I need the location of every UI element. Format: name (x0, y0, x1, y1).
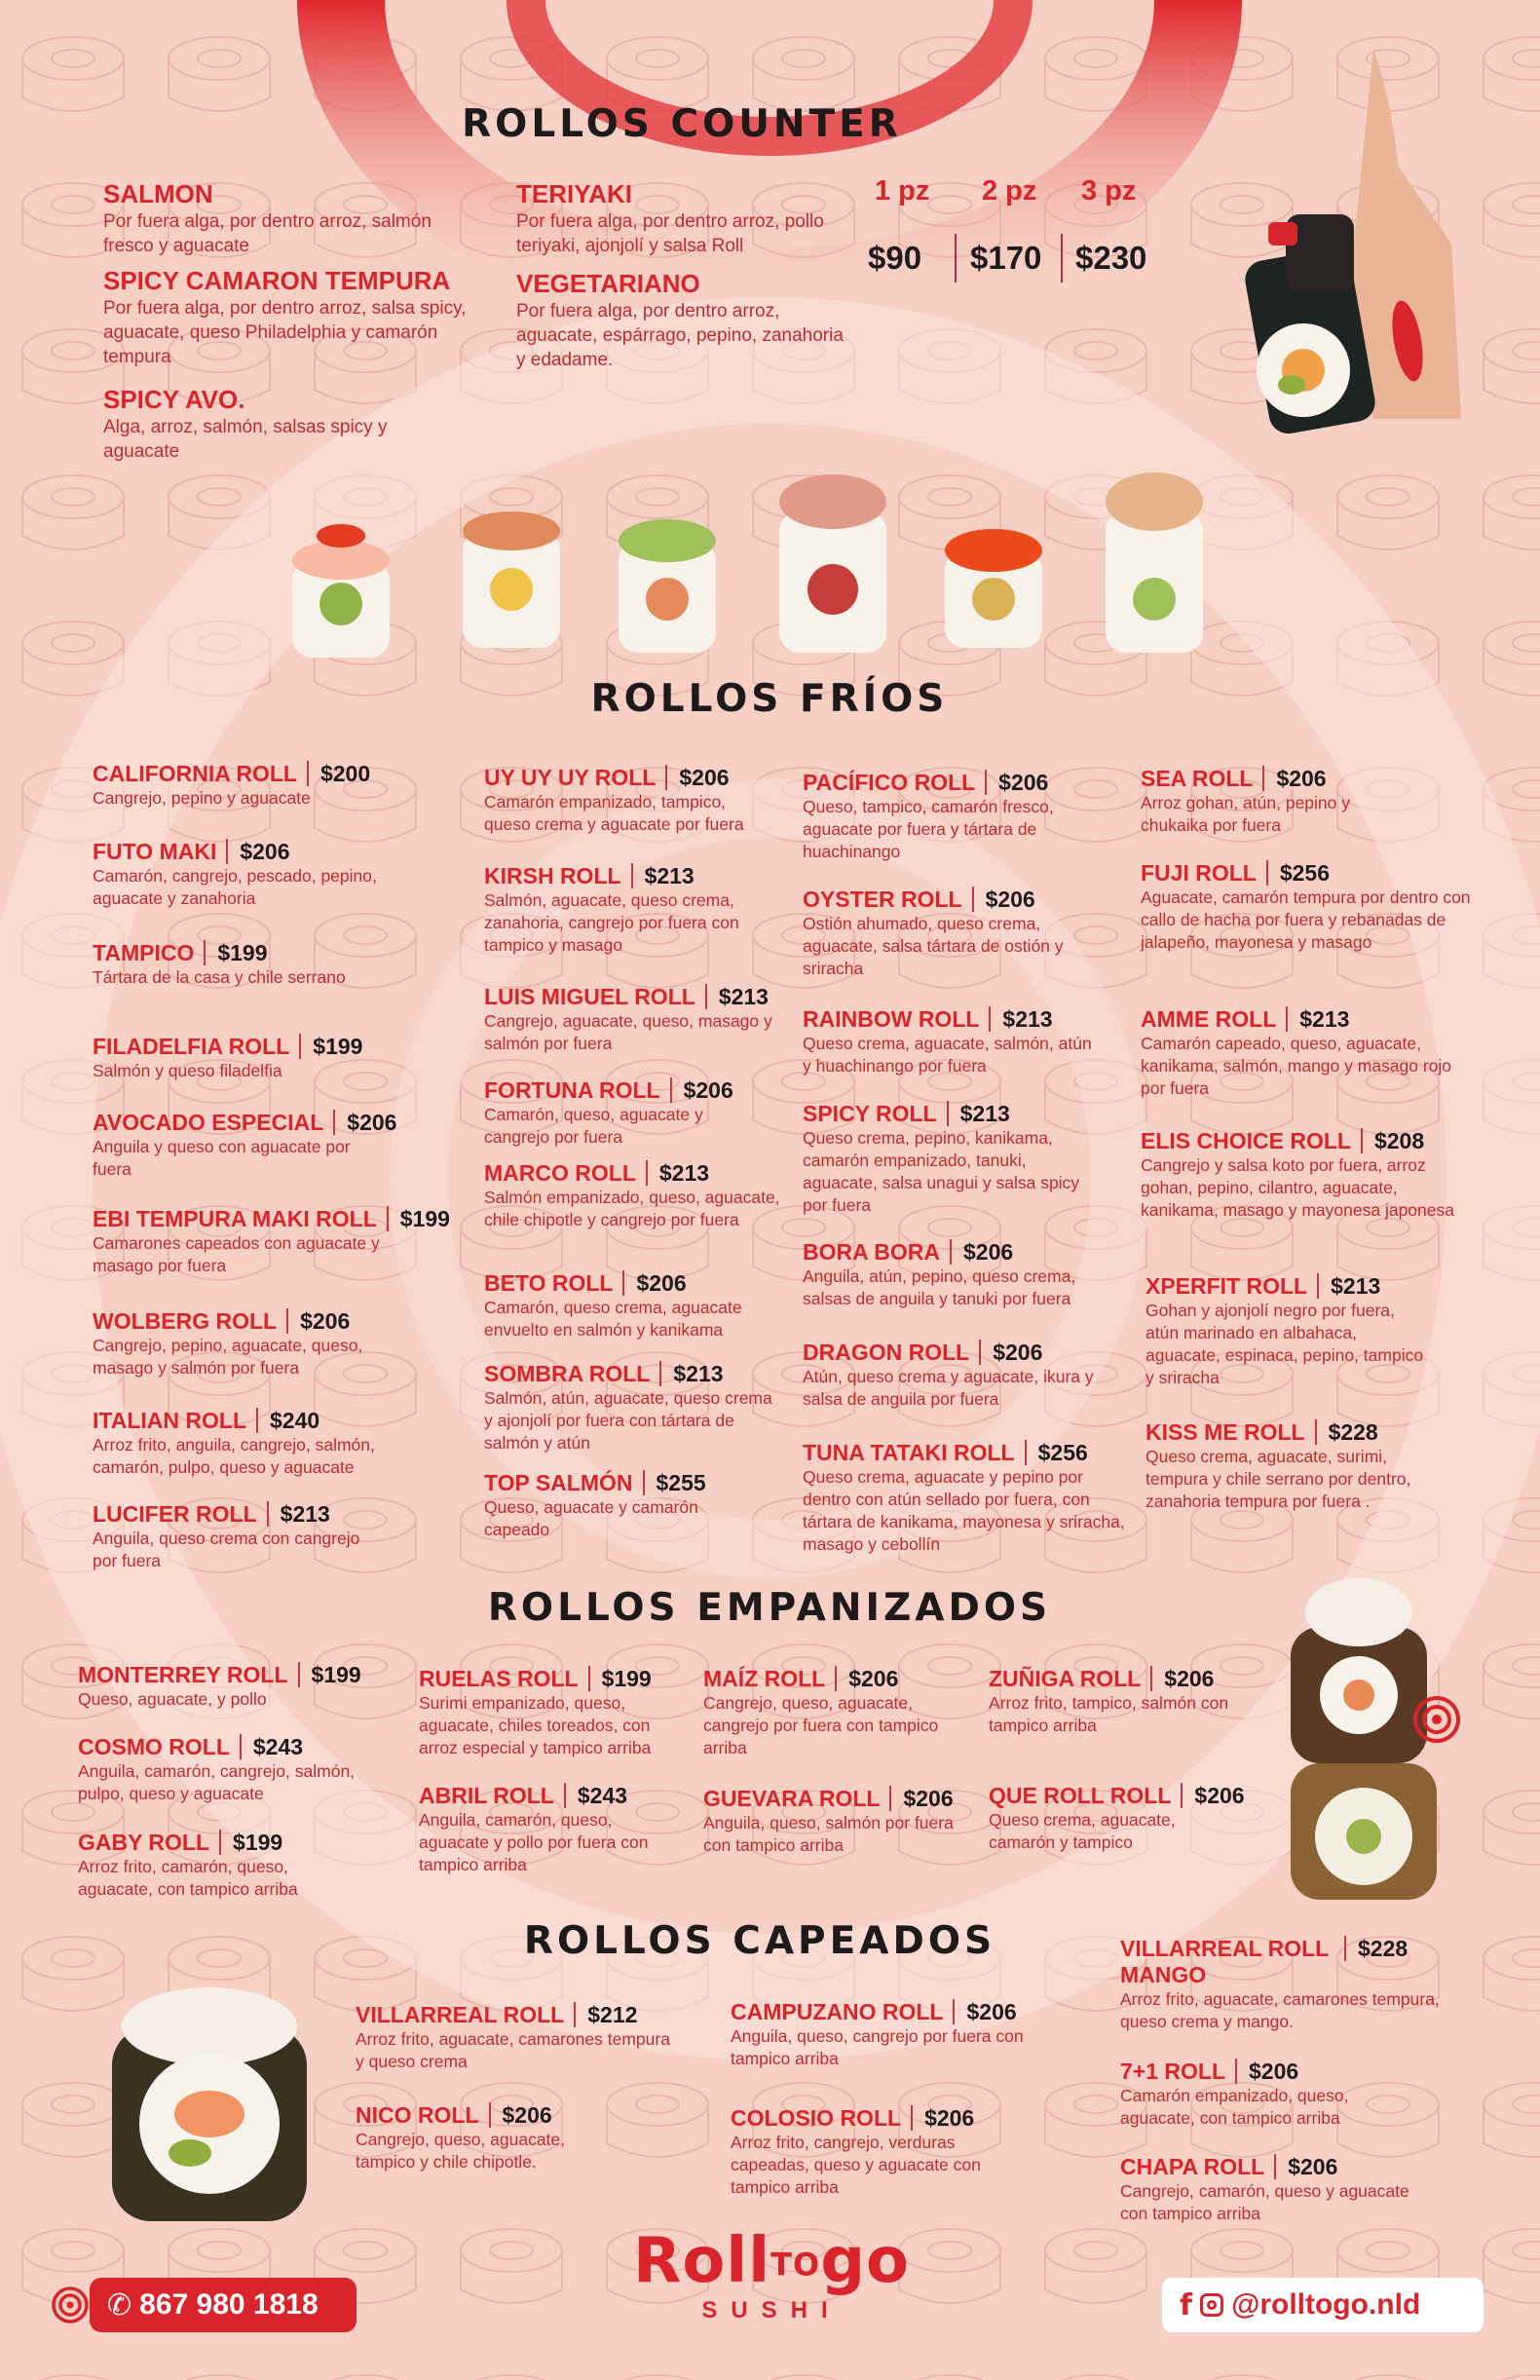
menu-item: SALMON Por fuera alga, por dentro arroz, salmón fresco y aguacate (103, 179, 432, 256)
menu-item: COSMO ROLL $243 Anguila, camarón, cangrejo, salmón, pulpo, queso y aguacate (78, 1734, 356, 1803)
menu-item: ZUÑIGA ROLL $206 Arroz frito, tampico, salmón con tampico arriba (989, 1666, 1229, 1735)
menu-item: AVOCADO ESPECIAL $206 Anguila y queso con aguacate por fuera (93, 1110, 397, 1179)
menu-item: ELIS CHOICE ROLL $208 Cangrejo y salsa koto por fuera, arroz gohan, pepino, cilantro, aguacate, kanikama, masago y mayonesa japonesa (1141, 1128, 1454, 1220)
phone-icon: ✆ (107, 2288, 132, 2322)
frios-title: ROLLOS FRÍOS (590, 677, 949, 721)
menu-item: SPICY AVO. Alga, arroz, salmón, salsas spicy y aguacate (103, 385, 388, 462)
qty-label: 3 pz (1081, 175, 1137, 207)
menu-item: XPERFIT ROLL $213 Gohan y ajonjolí negro por fuera, atún marinado en albahaca, aguacate, espinaca, pepino, tampico y sriracha (1146, 1273, 1424, 1387)
phone-badge[interactable] (90, 2278, 357, 2332)
fried-rolls-image (1266, 1559, 1461, 1909)
social-handle-badge[interactable] (1162, 2278, 1484, 2332)
menu-item: LUIS MIGUEL ROLL $213 Cangrejo, aguacate, queso, masago y salmón por fuera (484, 984, 772, 1053)
menu-item: KISS ME ROLL $228 Queso crema, aguacate, surimi, tempura y chile serrano por dentro, zanahoria tempura por fuera . (1146, 1419, 1411, 1511)
qty-label: 2 pz (982, 175, 1037, 207)
brand-logo: RollTOgo SUSHI (633, 2225, 910, 2324)
spiral-icon (51, 2281, 90, 2329)
hand-roll-image (1227, 49, 1481, 438)
menu-item: GABY ROLL $199 Arroz frito, camarón, queso, aguacate, con tampico arriba (78, 1830, 298, 1899)
sushi-roll-icon (1106, 472, 1203, 653)
menu-item: OYSTER ROLL $206 Ostión ahumado, queso crema, aguacate, salsa tártara de ostión y sriracha (803, 887, 1064, 978)
price-value: $170 (970, 240, 1042, 276)
menu-item: RAINBOW ROLL $213 Queso crema, aguacate, salmón, atún y huachinango por fuera (803, 1006, 1092, 1076)
menu-item: COLOSIO ROLL $206 Arroz frito, cangrejo, verduras capeadas, queso y aguacate con tampico arriba (731, 2105, 981, 2197)
menu-item: LUCIFER ROLL $213 Anguila, queso crema con cangrejo por fuera (93, 1501, 360, 1570)
menu-item: EBI TEMPURA MAKI ROLL $199 Camarones capeados con aguacate y masago por fuera (93, 1206, 450, 1275)
menu-item: DRAGON ROLL $206 Atún, queso crema y aguacate, ikura y salsa de anguila por fuera (803, 1340, 1094, 1409)
sushi-roll-icon (945, 529, 1042, 648)
menu-item: SPICY CAMARON TEMPURA Por fuera alga, por dentro arroz, salsa spicy, aguacate, queso Philadelphia y camarón tempura (103, 266, 467, 367)
menu-item: UY UY UY ROLL $206 Camarón empanizado, tampico, queso crema y aguacate por fuera (484, 765, 744, 834)
price-value: $230 (1075, 240, 1147, 276)
menu-item: WOLBERG ROLL $206 Cangrejo, pepino, aguacate, queso, masago y salmón por fuera (93, 1308, 363, 1378)
menu-item: TERIYAKI Por fuera alga, por dentro arroz, pollo teriyaki, ajonjolí y salsa Roll (516, 179, 824, 256)
menu-item: TAMPICO $199 Tártara de la casa y chile serrano (93, 940, 346, 987)
menu-item: ABRIL ROLL $243 Anguila, camarón, queso, aguacate y pollo por fuera con tampico arriba (419, 1783, 649, 1874)
menu-item: PACÍFICO ROLL $206 Queso, tampico, camarón fresco, aguacate por fuera y tártara de huachinango (803, 770, 1054, 861)
sushi-roll-icon (292, 524, 390, 658)
qty-label: 1 pz (875, 175, 930, 207)
menu-item: NICO ROLL $206 Cangrejo, queso, aguacate, tampico y chile chipotle. (356, 2102, 566, 2172)
menu-item: QUE ROLL ROLL $206 Queso crema, aguacate, camarón y tampico (989, 1783, 1245, 1852)
menu-item: 7+1 ROLL $206 Camarón empanizado, queso, aguacate, con tampico arriba (1120, 2059, 1349, 2128)
sushi-roll-icon (463, 511, 560, 648)
counter-title: ROLLOS COUNTER (462, 102, 902, 146)
menu-item: KIRSH ROLL $213 Salmón, aguacate, queso crema, zanahoria, cangrejo por fuera con tampico y masago (484, 863, 739, 955)
menu-item: SPICY ROLL $213 Queso crema, pepino, kanikama, camarón empanizado, tanuki, aguacate, salsa unagui y salsa spicy por fuera (803, 1101, 1080, 1215)
empanizados-title: ROLLOS EMPANIZADOS (487, 1586, 1052, 1630)
menu-item: SEA ROLL $206 Arroz gohan, atún, pepino y chukaika por fuera (1141, 766, 1351, 835)
menu-item: MAÍZ ROLL $206 Cangrejo, queso, aguacate, cangrejo por fuera con tampico arriba (703, 1666, 939, 1757)
capeados-title: ROLLOS CAPEADOS (523, 1919, 996, 1963)
menu-item: GUEVARA ROLL $206 Anguila, queso, salmón por fuera con tampico arriba (703, 1786, 954, 1855)
divider (955, 234, 957, 283)
sushi-roll-icon (619, 519, 716, 653)
menu-item: MARCO ROLL $213 Salmón empanizado, queso, aguacate, chile chipotle y cangrejo por fuera (484, 1160, 780, 1229)
price-value: $90 (868, 240, 922, 276)
menu-item: ITALIAN ROLL $240 Arroz frito, anguila, cangrejo, salmón, camarón, pulpo, queso y aguacate (93, 1408, 375, 1477)
menu-item: RUELAS ROLL $199 Surimi empanizado, queso, aguacate, chiles toreados, con arroz especial y tampico arriba (419, 1666, 652, 1757)
menu-item: MONTERREY ROLL $199 Queso, aguacate, y pollo (78, 1662, 361, 1709)
menu-item: FILADELFIA ROLL $199 Salmón y queso filadelfia (93, 1034, 363, 1080)
menu-item: VILLARREAL ROLL $212 Arroz frito, aguacate, camarones tempura y queso crema (356, 2002, 670, 2071)
facebook-icon: f (1180, 2287, 1193, 2323)
sushi-roll-icon (779, 474, 886, 653)
menu-item: FUJI ROLL $256 Aguacate, camarón tempura por dentro con callo de hacha por fuera y rebanadas de jalapeño, mayonesa y masago (1141, 860, 1471, 952)
menu-item: VEGETARIANO Por fuera alga, por dentro arroz, aguacate, espárrago, pepino, zanahoria y edadame. (516, 269, 844, 370)
phone-number: 867 980 1818 (139, 2288, 319, 2321)
rolls-photo-row (282, 443, 1257, 677)
menu-item: TOP SALMÓN $255 Queso, aguacate y camarón capeado (484, 1470, 706, 1539)
social-handle: @rolltogo.nld (1231, 2288, 1421, 2321)
menu-item: CAMPUZANO ROLL $206 Anguila, queso, cangrejo por fuera con tampico arriba (731, 1999, 1024, 2068)
menu-item: BETO ROLL $206 Camarón, queso crema, aguacate envuelto en salmón y kanikama (484, 1270, 742, 1340)
menu-item: CALIFORNIA ROLL $200 Cangrejo, pepino y aguacate (93, 761, 371, 808)
menu-item: VILLARREAL ROLL MANGO$228 Arroz frito, aguacate, camarones tempura, queso crema y mango. (1120, 1936, 1440, 2031)
instagram-icon (1200, 2293, 1223, 2317)
menu-item: SOMBRA ROLL $213 Salmón, atún, aguacate, queso crema y ajonjolí por fuera con tártara de salmón y atún (484, 1361, 772, 1453)
menu-item: TUNA TATAKI ROLL $256 Queso crema, aguacate y pepino por dentro con atún sellado por fuera, con tártara de kanikama, mayonesa y sriracha, masago y cebollín (803, 1440, 1125, 1554)
menu-item: AMME ROLL $213 Camarón capeado, queso, aguacate, kanikama, salmón, mango y masago rojo por fuera (1141, 1006, 1452, 1098)
menu-item: BORA BORA $206 Anguila, atún, pepino, queso crema, salsas de anguila y tanuki por fuera (803, 1239, 1076, 1308)
capeado-roll-image (93, 1968, 326, 2231)
menu-item: FORTUNA ROLL $206 Camarón, queso, aguacate y cangrejo por fuera (484, 1077, 733, 1147)
divider (1061, 234, 1063, 283)
menu-item: CHAPA ROLL $206 Cangrejo, camarón, queso y aguacate con tampico arriba (1120, 2154, 1409, 2223)
menu-item: FUTO MAKI $206 Camarón, cangrejo, pescado, pepino, aguacate y zanahoria (93, 839, 377, 908)
